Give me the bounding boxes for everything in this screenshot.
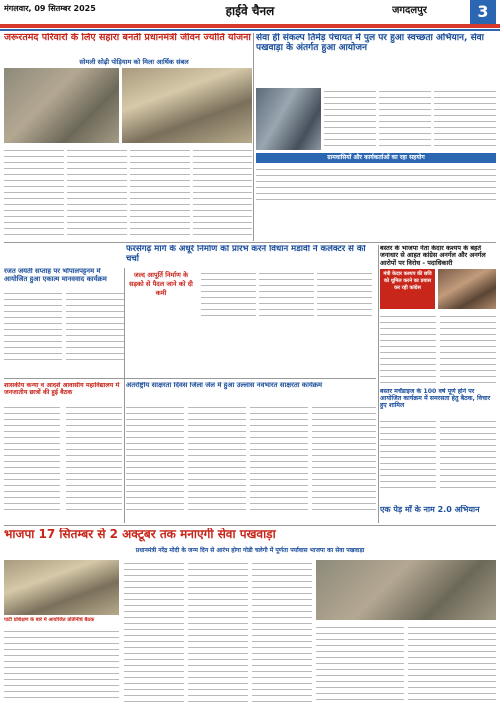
article-box-title: ग्रामवासियों और कार्यकर्ताओं का रहा सहयोग bbox=[256, 153, 496, 163]
article-body-column bbox=[440, 418, 496, 493]
article-body-column bbox=[188, 560, 248, 702]
article-photo bbox=[256, 88, 321, 150]
article-headline: सेवा ही संकल्प तिमेड़ पंचायत में पुल पर हुआ स्वच्छता अभियान, सेवा पखवाड़ा के अंतर्गत हुआ आयोजन bbox=[256, 33, 485, 54]
article-body-column bbox=[250, 404, 308, 514]
article-body-column bbox=[201, 270, 256, 320]
article-headline: जरूरतमंद परिवारों के लिए सहारा बनती प्रधानमंत्री जीवन ज्योति योजना bbox=[4, 33, 251, 43]
divider bbox=[378, 245, 379, 523]
article-kedar-kashyap bbox=[380, 245, 496, 385]
article-subhead: प्रधानमंत्री नरेंद्र मोदी के जन्म दिन से आरंभ होगा गोडी चलेगी में पूर्णता पर्यावास भाजपा का सेवा पखवाड़ा bbox=[135, 547, 365, 554]
article-body-column bbox=[124, 560, 184, 702]
article-photo bbox=[438, 269, 496, 309]
divider bbox=[4, 378, 376, 379]
article-body-column bbox=[316, 624, 404, 702]
article-college-meeting bbox=[4, 382, 122, 522]
article-body-column bbox=[312, 404, 376, 514]
article-headline: एक पेड़ माँ के नाम 2.0 अभियान bbox=[380, 505, 480, 514]
article-ek-ped bbox=[380, 505, 496, 525]
article-body-column bbox=[4, 290, 62, 365]
article-subhead: सोमली सोढ़ी पोड़ियाम को मिला आर्थिक संबल bbox=[79, 58, 189, 66]
article-headline: फरसेगढ़ मार्ग के अधूरे निर्माण को प्रारंभ करने विधान मंडावी ने कलेक्टर से की चर्चा bbox=[126, 245, 366, 264]
article-body-column bbox=[4, 147, 64, 237]
article-headline: शासकीय कन्या व आदर्श आवासीय महाविद्यालय में जनजातीय छात्रों की हुई बैठक bbox=[4, 382, 120, 397]
article-photo bbox=[122, 68, 252, 143]
article-headline: बस्तर मर्चेंडाइज के 100 वर्ष पूर्ण होने पर आयोजित कार्यक्रम में समरसता हेतु बैठक, विचार हुए शामिल bbox=[380, 388, 491, 410]
article-photo bbox=[4, 560, 119, 615]
article-bastar-100-years bbox=[380, 388, 496, 496]
divider bbox=[4, 525, 496, 526]
divider bbox=[4, 242, 496, 243]
article-literacy-day bbox=[126, 382, 376, 522]
article-body-column bbox=[317, 270, 372, 320]
article-photo bbox=[316, 560, 496, 620]
article-body-column bbox=[4, 404, 60, 514]
article-headline: बस्तर के भाजपा नेता केदार कश्यप के बहते जनाधार से आहत कांग्रेस अनर्गल और अनर्गल आरोपों पर विरोध - पदाधिकारी bbox=[380, 245, 486, 267]
photo-caption: पार्टी प्रशिक्षण के बारे में आयोजित प्रतिनिधि बैठक bbox=[4, 617, 95, 623]
issue-date: मंगलवार, 09 सितम्बर 2025 bbox=[4, 4, 96, 13]
article-body-column bbox=[324, 88, 376, 150]
article-body-column bbox=[130, 147, 190, 237]
article-farsegarh-road bbox=[126, 245, 376, 325]
article-body-column bbox=[440, 313, 496, 383]
article-bjp-seva-pakhwada bbox=[4, 528, 496, 704]
article-body-column bbox=[380, 313, 436, 383]
page-number: 3 bbox=[470, 0, 496, 24]
article-body-column bbox=[434, 88, 496, 150]
article-timed-cleanliness bbox=[256, 33, 496, 238]
article-body-column bbox=[380, 418, 436, 493]
article-body-column bbox=[66, 290, 124, 365]
newspaper-title: हाईवे चैनल bbox=[225, 4, 275, 18]
article-body-column bbox=[193, 147, 252, 237]
article-body-column bbox=[188, 404, 246, 514]
divider bbox=[124, 268, 125, 523]
article-jeevan-jyoti bbox=[4, 33, 252, 238]
article-body-column bbox=[4, 628, 119, 702]
article-headline: अंतर्राष्ट्रीय साक्षरता दिवस जिला जेल में हुआ उल्लास नवभारत साक्षरता कार्यक्रम bbox=[126, 382, 323, 389]
article-headline: रजत जयंती सप्ताह पर भोपालपट्टनम में आयोजित हुआ एकात्म मानववाद कार्यक्रम bbox=[4, 268, 107, 283]
article-body-column bbox=[126, 404, 184, 514]
masthead-red-rule bbox=[0, 24, 500, 28]
article-photo bbox=[4, 68, 119, 143]
article-rajat-jayanti bbox=[4, 268, 124, 368]
divider bbox=[253, 33, 254, 241]
article-body-column bbox=[67, 147, 127, 237]
article-body-column bbox=[379, 88, 431, 150]
article-body-column bbox=[408, 624, 496, 702]
article-body-column bbox=[66, 404, 122, 514]
article-body-column bbox=[256, 166, 496, 201]
masthead-blue-rule bbox=[0, 29, 500, 31]
article-body-column bbox=[252, 560, 312, 702]
article-callout: मंत्री केदार कश्यप की छवि को धूमिल करने का प्रयास कर रही कांग्रेस bbox=[380, 269, 435, 309]
edition-city: जगदलपुर bbox=[392, 5, 427, 16]
article-headline: भाजपा 17 सितम्बर से 2 अक्टूबर तक मनाएगी सेवा पखवाड़ा bbox=[4, 528, 276, 541]
article-callout: जल्द आपूर्ति निर्माण के सड़को से पैदल जाने को दी कमी bbox=[129, 271, 193, 297]
article-body-column bbox=[259, 270, 314, 320]
